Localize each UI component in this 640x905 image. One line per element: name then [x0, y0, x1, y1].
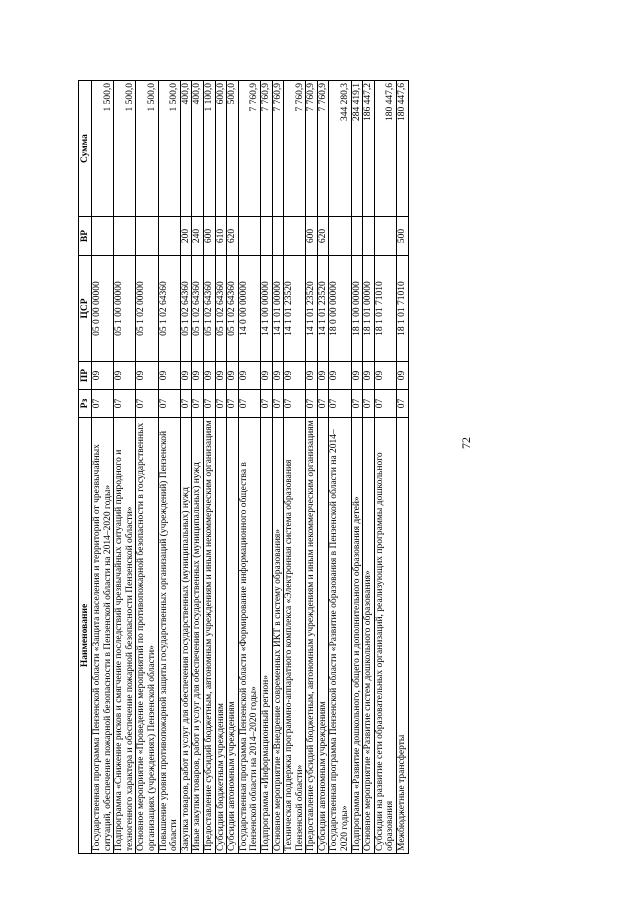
cell-sum: 500,0 — [227, 81, 239, 217]
table-row — [306, 81, 318, 854]
cell-csr: 05 1 02 64360 — [180, 256, 192, 362]
cell-pr: 09 — [114, 362, 136, 390]
table-row — [351, 81, 363, 854]
cell-csr: 14 1 01 23520 — [284, 256, 306, 362]
budget-table — [78, 80, 409, 854]
cell-name: Подпрограмма «Развитие дошкольного, общего и дополнительного образования детей» — [351, 418, 363, 854]
cell-name: Подпрограмма «Снижение рисков и смягчение последствий чрезвычайных ситуаций природного и техногенного характера и обеспечение пожарной безопасности Пензенской области» — [114, 418, 136, 854]
cell-rz: 07 — [306, 390, 318, 418]
cell-csr: 05 1 00 00000 — [114, 256, 136, 362]
cell-vr — [158, 217, 180, 256]
cell-sum: 1 500,0 — [114, 81, 136, 217]
cell-name: Повышение уровня противопожарной защиты государственных организаций (учреждений) Пензенской области — [158, 418, 180, 854]
cell-name: Субсидии автономным учреждениям — [227, 418, 239, 854]
cell-pr: 09 — [227, 362, 239, 390]
cell-sum: 7 760,9 — [272, 81, 284, 217]
header-name: Наименование — [79, 418, 92, 854]
table-row — [158, 81, 180, 854]
cell-rz: 07 — [374, 390, 396, 418]
cell-vr — [363, 217, 375, 256]
cell-name: Государственная программа Пензенской области «Формирование информационного общества в Пензенской области на 2014–2020 годы» — [238, 418, 260, 854]
cell-rz: 07 — [397, 390, 409, 418]
cell-pr: 09 — [284, 362, 306, 390]
cell-pr: 09 — [351, 362, 363, 390]
cell-pr: 09 — [260, 362, 272, 390]
cell-rz: 07 — [317, 390, 329, 418]
cell-sum: 7 760,9 — [306, 81, 318, 217]
cell-csr: 05 1 02 64360 — [158, 256, 180, 362]
cell-pr: 09 — [272, 362, 284, 390]
cell-pr: 09 — [306, 362, 318, 390]
cell-rz: 07 — [363, 390, 375, 418]
cell-sum: 1 100,0 — [203, 81, 215, 217]
cell-rz: 07 — [158, 390, 180, 418]
cell-vr: 600 — [203, 217, 215, 256]
table-row — [114, 81, 136, 854]
table-row — [317, 81, 329, 854]
cell-csr: 05 1 02 64360 — [215, 256, 227, 362]
table-row — [363, 81, 375, 854]
cell-rz: 07 — [192, 390, 204, 418]
cell-sum: 7 760,9 — [260, 81, 272, 217]
cell-name: Государственная программа Пензенской области «Развитие образования в Пензенской области на 2014–2020 годы» — [329, 418, 351, 854]
table-row — [397, 81, 409, 854]
cell-rz: 07 — [92, 390, 114, 418]
cell-rz: 07 — [203, 390, 215, 418]
cell-sum: 600,0 — [215, 81, 227, 217]
table-row — [203, 81, 215, 854]
cell-sum: 7 760,9 — [284, 81, 306, 217]
cell-csr: 05 1 02 00000 — [136, 256, 158, 362]
cell-vr — [260, 217, 272, 256]
cell-pr: 09 — [215, 362, 227, 390]
cell-csr: 18 1 01 71010 — [374, 256, 396, 362]
cell-rz: 07 — [227, 390, 239, 418]
header-row — [79, 81, 92, 854]
cell-name: Иные закупки товаров, работ и услуг для обеспечения государственных (муниципальных) нужд — [192, 418, 204, 854]
cell-sum: 400,0 — [180, 81, 192, 217]
cell-vr — [136, 217, 158, 256]
cell-rz: 07 — [136, 390, 158, 418]
cell-csr: 14 1 01 23520 — [306, 256, 318, 362]
table-row — [92, 81, 114, 854]
cell-name: Предоставление субсидий бюджетным, автономным учреждениям и иным некоммерческим организациям — [203, 418, 215, 854]
cell-rz: 07 — [284, 390, 306, 418]
cell-csr: 05 1 02 64360 — [203, 256, 215, 362]
cell-name: Субсидии автономным учреждениям — [317, 418, 329, 854]
cell-pr: 09 — [158, 362, 180, 390]
cell-sum: 1 500,0 — [158, 81, 180, 217]
cell-csr: 14 1 01 00000 — [272, 256, 284, 362]
cell-name: Закупка товаров, работ и услуг для обеспечения государственных (муниципальных) нужд — [180, 418, 192, 854]
cell-csr: 14 1 00 00000 — [260, 256, 272, 362]
cell-pr: 09 — [238, 362, 260, 390]
cell-pr: 09 — [180, 362, 192, 390]
cell-pr: 09 — [329, 362, 351, 390]
cell-pr: 09 — [374, 362, 396, 390]
header-pr: ПР — [79, 362, 92, 390]
table-row — [180, 81, 192, 854]
table-row — [272, 81, 284, 854]
cell-pr: 09 — [203, 362, 215, 390]
cell-vr — [114, 217, 136, 256]
cell-sum: 1 500,0 — [92, 81, 114, 217]
cell-rz: 07 — [238, 390, 260, 418]
cell-pr: 09 — [363, 362, 375, 390]
page-number: 72 — [459, 437, 473, 449]
cell-csr: 05 1 02 64360 — [227, 256, 239, 362]
cell-rz: 07 — [329, 390, 351, 418]
cell-sum: 1 500,0 — [136, 81, 158, 217]
cell-sum: 284 419,1 — [351, 81, 363, 217]
cell-rz: 07 — [114, 390, 136, 418]
cell-rz: 07 — [272, 390, 284, 418]
cell-name: Основное мероприятие «Развитие систем дошкольного образования» — [363, 418, 375, 854]
cell-pr: 09 — [92, 362, 114, 390]
cell-name: Субсидии бюджетным учреждениям — [215, 418, 227, 854]
header-sum: Сумма — [79, 81, 92, 217]
cell-pr: 09 — [192, 362, 204, 390]
cell-vr: 610 — [215, 217, 227, 256]
cell-vr: 240 — [192, 217, 204, 256]
header-csr: ЦСР — [79, 256, 92, 362]
cell-sum: 186 447,2 — [363, 81, 375, 217]
cell-vr — [92, 217, 114, 256]
cell-vr: 600 — [306, 217, 318, 256]
cell-name: Основное мероприятие «Внедрение современных ИКТ в систему образования» — [272, 418, 284, 854]
cell-csr: 05 1 02 64360 — [192, 256, 204, 362]
cell-name: Подпрограмма «Информационный регион» — [260, 418, 272, 854]
cell-vr — [272, 217, 284, 256]
table-row — [227, 81, 239, 854]
table-row — [284, 81, 306, 854]
table-row — [136, 81, 158, 854]
cell-vr — [284, 217, 306, 256]
cell-rz: 07 — [215, 390, 227, 418]
cell-sum: 180 447,6 — [374, 81, 396, 217]
table-row — [329, 81, 351, 854]
cell-name: Государственная программа Пензенской области «Защита населения и территорий от чрезвычайных ситуаций, обеспечение пожарной безопасности в Пензенской области на 2014–2020 годы» — [92, 418, 114, 854]
cell-rz: 07 — [180, 390, 192, 418]
cell-vr — [329, 217, 351, 256]
cell-vr: 500 — [397, 217, 409, 256]
header-rz: Рз — [79, 390, 92, 418]
cell-vr — [238, 217, 260, 256]
table-row — [192, 81, 204, 854]
cell-sum: 7 760,9 — [238, 81, 260, 217]
cell-pr: 09 — [136, 362, 158, 390]
cell-name: Предоставление субсидий бюджетным, автономным учреждениям и иным некоммерческим организациям — [306, 418, 318, 854]
cell-csr: 14 1 01 23520 — [317, 256, 329, 362]
table-row — [238, 81, 260, 854]
cell-sum: 180 447,6 — [397, 81, 409, 217]
cell-csr: 18 0 00 00000 — [329, 256, 351, 362]
cell-pr: 09 — [397, 362, 409, 390]
table-row — [374, 81, 396, 854]
table-row — [260, 81, 272, 854]
cell-vr — [351, 217, 363, 256]
table-row — [215, 81, 227, 854]
cell-vr: 620 — [317, 217, 329, 256]
cell-name: Основное мероприятие «Проведение мероприятий по противопожарной безопасности в государственных организациях (учреждениях) Пензенской области» — [136, 418, 158, 854]
cell-vr: 200 — [180, 217, 192, 256]
cell-csr: 18 1 00 00000 — [351, 256, 363, 362]
cell-sum: 344 280,3 — [329, 81, 351, 217]
cell-sum: 400,0 — [192, 81, 204, 217]
cell-vr: 620 — [227, 217, 239, 256]
cell-vr — [374, 217, 396, 256]
cell-name: Техническая поддержка программно-аппаратного комплекса «Электронная система образования Пензенской области» — [284, 418, 306, 854]
cell-csr: 14 0 00 00000 — [238, 256, 260, 362]
cell-csr: 18 1 01 71010 — [397, 256, 409, 362]
cell-rz: 07 — [351, 390, 363, 418]
cell-rz: 07 — [260, 390, 272, 418]
cell-pr: 09 — [317, 362, 329, 390]
cell-sum: 7 760,9 — [317, 81, 329, 217]
cell-csr: 18 1 01 00000 — [363, 256, 375, 362]
cell-csr: 05 0 00 00000 — [92, 256, 114, 362]
cell-name: Субсидии на развитие сети образовательных организаций, реализующих программы дошкольного образования — [374, 418, 396, 854]
cell-name: Межбюджетные трансферты — [397, 418, 409, 854]
header-vr: ВР — [79, 217, 92, 256]
